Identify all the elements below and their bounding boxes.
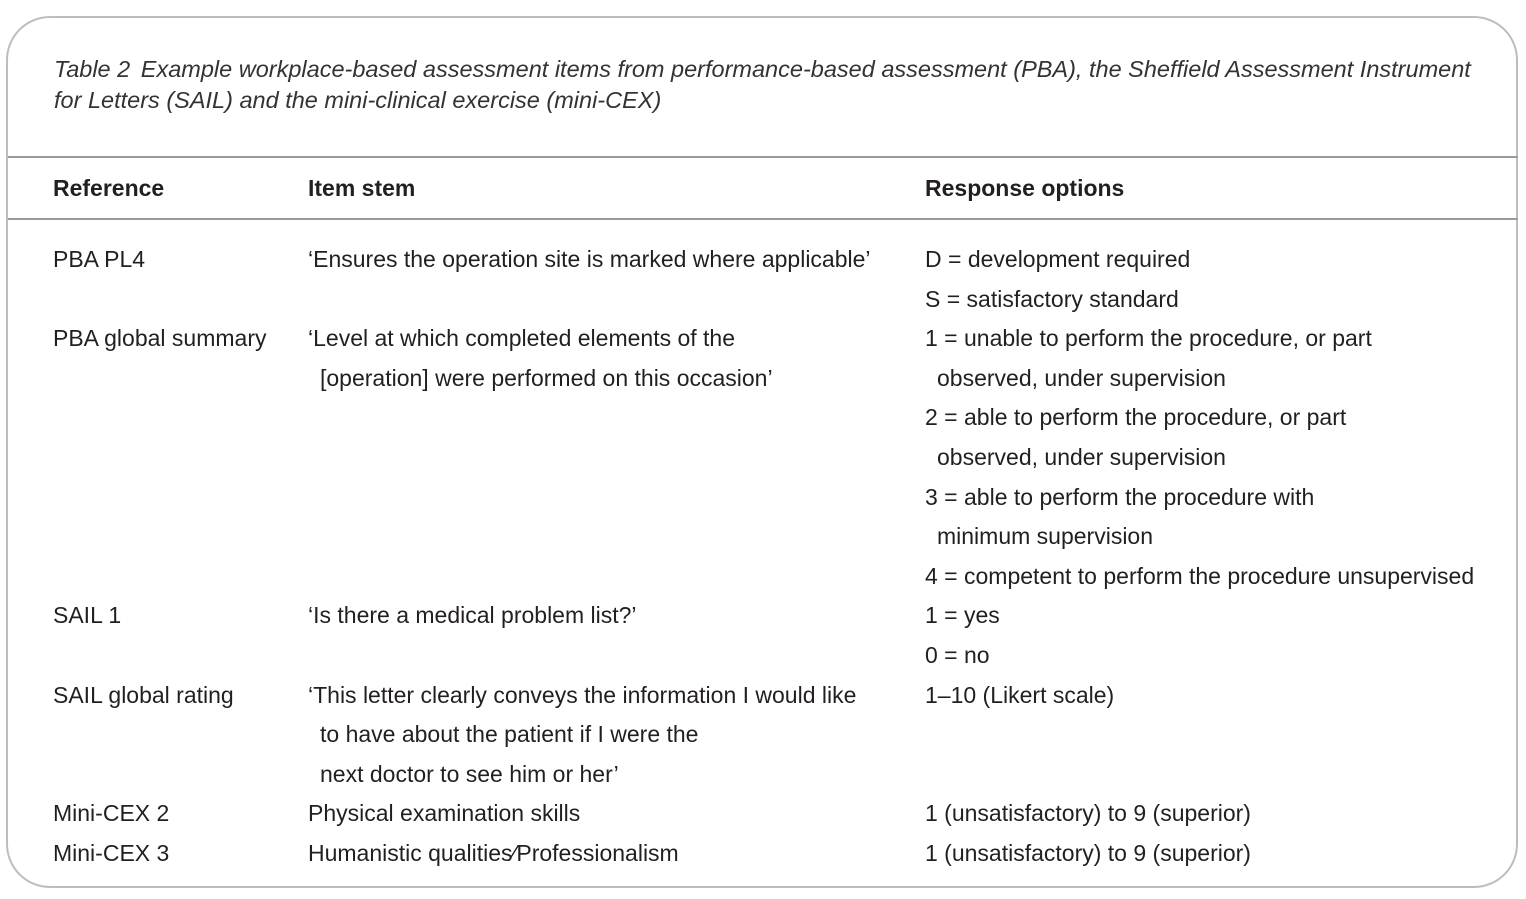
table-row-response (925, 240, 1190, 319)
table-row-response (925, 834, 1251, 874)
response-line: D = development required (925, 246, 1191, 272)
stem-line: ‘Is there a medical problem list?’ (308, 602, 637, 629)
stem-line: Humanistic qualities⁄Professionalism (308, 840, 679, 866)
table-row-stem (308, 240, 871, 280)
caption-label: Table 2 (54, 56, 131, 82)
response-line: 2 = able to perform the procedure, or part (925, 404, 1347, 431)
table-row-response (925, 676, 1114, 716)
caption-text: Example workplace-based assessment items from performance-based assessment (PBA), the Sheffield Assessment Instrument for Letters (SAIL) and the mini-clinical exercise (mini-CEX) (54, 56, 1471, 113)
stem-line: Physical examination skills (308, 800, 581, 827)
header-item-stem: Item stem (308, 175, 416, 201)
table-row-stem (308, 596, 637, 636)
table-row-response (925, 596, 1000, 675)
table-caption (54, 54, 1494, 116)
stem-line: ‘Level at which completed elements of the (308, 325, 736, 352)
response-line: observed, under supervision (937, 364, 1226, 391)
header-reference: Reference (53, 175, 165, 201)
table-row-response (925, 794, 1251, 834)
response-line: observed, under supervision (937, 443, 1226, 470)
table-row-stem (308, 834, 679, 874)
header-bottom-rule (8, 218, 1518, 220)
table-row-stem (308, 676, 856, 795)
header-response-options: Response options (925, 175, 1125, 201)
response-line: minimum supervision (937, 523, 1154, 550)
table-row-stem (308, 319, 773, 398)
response-line: 4 = competent to perform the procedure unsupervised (925, 562, 1475, 589)
response-line: 1–10 (Likert scale) (925, 681, 1115, 708)
stem-line: [operation] were performed on this occasion’ (320, 364, 773, 391)
stem-line: ‘Ensures the operation site is marked where applicable’ (308, 246, 871, 272)
stem-line: next doctor to see him or her’ (320, 760, 619, 787)
table-row-response (925, 319, 1474, 596)
response-line: S = satisfactory standard (925, 285, 1179, 312)
table-row-ref: Mini-CEX 2 (53, 800, 170, 827)
table-row-ref: PBA PL4 (53, 246, 146, 272)
response-line: 3 = able to perform the procedure with (925, 483, 1315, 510)
stem-line: ‘This letter clearly conveys the information I would like (308, 681, 857, 708)
response-line: 1 = unable to perform the procedure, or part (925, 325, 1372, 352)
table-row-ref: SAIL global rating (53, 681, 234, 708)
table-row-ref: Mini-CEX 3 (53, 840, 170, 866)
response-line: 1 = yes (925, 602, 1000, 629)
table-row-ref: PBA global summary (53, 325, 267, 352)
response-line: 1 (unsatisfactory) to 9 (superior) (925, 840, 1251, 866)
response-line: 1 (unsatisfactory) to 9 (superior) (925, 800, 1251, 827)
response-line: 0 = no (925, 641, 990, 668)
table-row-stem (308, 794, 580, 834)
header-top-rule (8, 156, 1518, 158)
stem-line: to have about the patient if I were the (320, 721, 699, 748)
table-row-ref: SAIL 1 (53, 602, 122, 629)
